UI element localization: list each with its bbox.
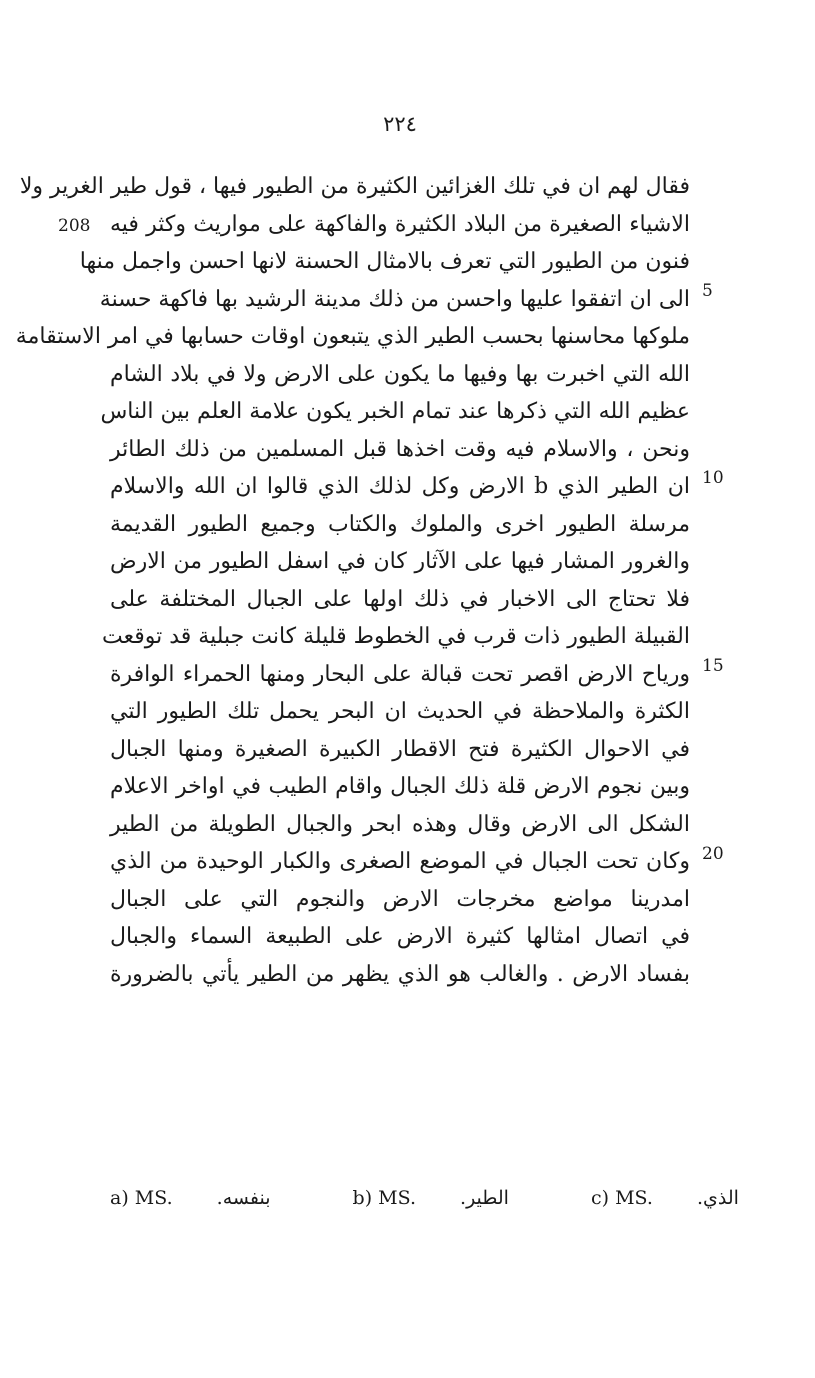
- footnote-b: [353, 1187, 553, 1209]
- text-line: عظيم الله التي ذكرها عند تمام الخبر يكون علامة العلم بين الناس: [100, 399, 690, 424]
- footnote-a-text: بنفسه.: [216, 1187, 271, 1209]
- text-line: الى ان اتفقوا عليها واحسن من ذلك مدينة الرشيد بها فاكهة حسنة: [99, 286, 690, 312]
- text-line: الكثرة والملاحظة في الحديث ان البحر يحمل تلك الطيور التي: [110, 699, 690, 724]
- text-line: ورياح الارض اقصر تحت قبالة على البحار ومنها الحمراء الوافرة: [110, 661, 690, 687]
- margin-number-208: 208: [58, 216, 91, 236]
- text-line: في الاحوال الكثيرة فتح الاقطار الكبيرة الصغيرة ومنها الجبال: [110, 736, 690, 762]
- text-line: القبيلة الطيور ذات قرب في الخطوط قليلة كانت جبلية قد توقعت: [102, 624, 690, 649]
- line-number-10: 10: [702, 468, 724, 488]
- footnote-c: [591, 1187, 777, 1209]
- text-line: ونحن ، والاسلام فيه وقت اخذها قبل المسلمين من ذلك الطائر: [110, 436, 690, 462]
- text-line: الله التي اخبرت بها وفيها ما يكون على الارض ولا في بلاد الشام: [110, 361, 690, 387]
- footnote-b-label: b) MS.: [352, 1187, 416, 1209]
- line-number-20: 20: [702, 844, 724, 864]
- text-line: بفساد الارض . والغالب هو الذي يظهر من الطير يأتي بالضرورة: [110, 961, 690, 987]
- text-line: والغرور المشار فيها على الآثار كان في اسفل الطيور من الارض: [110, 549, 690, 574]
- footnote-c-text: الذي.: [696, 1187, 739, 1209]
- line-number-5: 5: [702, 281, 713, 301]
- page-number: ۲۲٤: [383, 112, 417, 136]
- footnote-a: [110, 1187, 315, 1209]
- footnote-b-text: الطير.: [460, 1187, 509, 1209]
- text-line: مرسلة الطيور اخرى والملوك والكتاب وجميع الطيور القديمة: [110, 511, 690, 537]
- line-number-15: 15: [702, 656, 724, 676]
- footnote-c-label: c) MS.: [591, 1187, 653, 1209]
- text-line: فقال لهم ان في تلك الغزائين الكثيرة من الطيور فيها ، قول طير الغرير ولا: [19, 174, 690, 199]
- text-line: ان الطير الذي b الارض وكل لذلك الذي قالوا ان الله والاسلام: [110, 474, 690, 499]
- text-line: ملوكها محاسنها بحسب الطير الذي يتبعون اوقات حسابها في امر الاستقامة: [15, 324, 690, 349]
- footnotes: [110, 1187, 739, 1209]
- text-line: الشكل الى الارض وقال وهذه ابحر والجبال الطويلة من الطير: [110, 811, 690, 837]
- text-line: امدرينا مواضع مخرجات الارض والنجوم التي على الجبال: [110, 886, 690, 912]
- text-line: الاشياء الصغيرة من البلاد الكثيرة والفاكهة على مواريث وكثر فيه: [110, 211, 690, 237]
- text-line: وكان تحت الجبال في الموضع الصغرى والكبار الوحيدة من الذي: [110, 849, 690, 874]
- text-line: فلا تحتاج الى الاخبار في ذلك اولها على الجبال المختلفة على: [110, 586, 690, 612]
- text-line: في اتصال امثالها كثيرة الارض على الطبيعة السماء والجبال: [110, 924, 690, 949]
- footnote-a-label: a) MS.: [110, 1187, 173, 1209]
- text-line: فنون من الطيور التي تعرف بالامثال الحسنة لانها احسن واجمل منها: [79, 249, 690, 274]
- text-line: وبين نجوم الارض قلة ذلك الجبال واقام الطيب في اواخر الاعلام: [110, 774, 690, 799]
